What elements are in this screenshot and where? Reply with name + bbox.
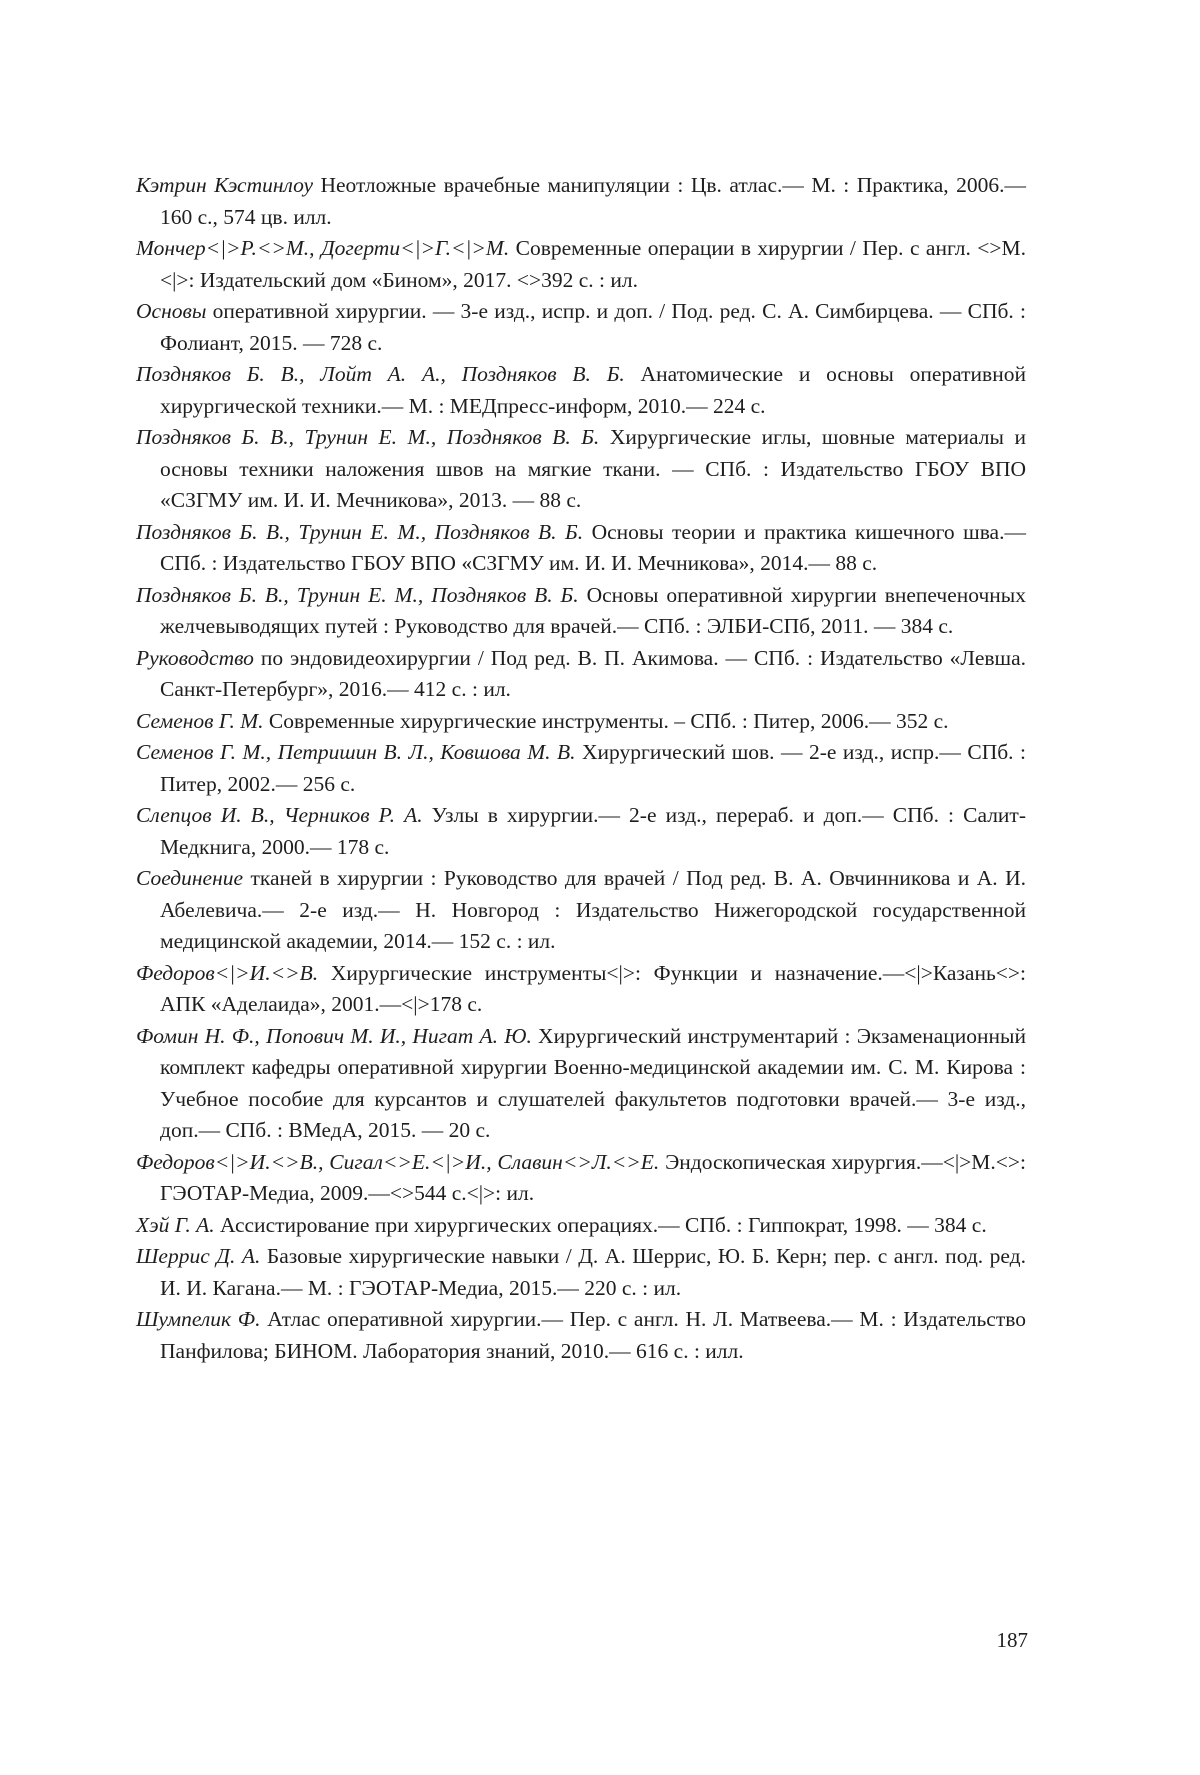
entry-text: Основы оперативной хирургии внепеченочных желчевыводящих путей : Руководство для врачей.— СПб. : ЭЛБИ-СПб, 2011. — 384 с. — [160, 582, 1026, 638]
entry-text: тканей в хирургии : Руководство для врачей / Под ред. В. А. Овчинникова и А. И. Абелевича.— 2-е изд.— Н. Новгород : Издательство Нижегородской государственной медицинской академии, 2014.— 152 с. : ил. — [160, 866, 1026, 953]
bibliography-entry — [136, 737, 1026, 800]
bibliography-entry — [136, 359, 1026, 422]
bibliography-entry — [136, 296, 1026, 359]
entry-author: Мончер<|>Р.<>М., Догерти<|>Г.<|>М. — [136, 236, 510, 260]
entry-author: Поздняков Б. В., Трунин Е. М., Поздняков В. Б. — [136, 425, 600, 449]
entry-text: Узлы в хирургии.— 2-е изд., перераб. и доп.— СПб. : Салит-Медкнига, 2000.— 178 с. — [160, 803, 1026, 859]
entry-text: Базовые хирургические навыки / Д. А. Шеррис, Ю. Б. Керн; пер. с англ. под. ред. И. И. Кагана.— М. : ГЭОТАР-Медиа, 2015.— 220 с. : ил. — [160, 1244, 1026, 1300]
entry-text: Современные операции в хирургии / Пер. с англ. <>М.<|>: Издательский дом «Бином», 2017. <>392 с. : ил. — [160, 236, 1026, 292]
bibliography-entry — [136, 1304, 1026, 1367]
entry-author: Поздняков Б. В., Лойт А. А., Поздняков В. Б. — [136, 362, 625, 386]
entry-author: Хэй Г. А. — [136, 1212, 215, 1237]
entry-text: Эндоскопическая хирургия.—<|>М.<>: ГЭОТАР-Медиа, 2009.—<>544 с.<|>: ил. — [160, 1149, 1026, 1205]
entry-text: оперативной хирургии. — 3-е изд., испр. и доп. / Под. ред. С. А. Симбирцева. — СПб. : Фолиант, 2015. — 728 с. — [160, 299, 1026, 355]
bibliography-entry — [136, 170, 1026, 233]
entry-text: Хирургические инструменты<|>: Функции и назначение.—<|>Казань<>: АПК «Аделаида», 2001.—<|>178 с. — [160, 960, 1026, 1016]
entry-text: Атлас оперативной хирургии.— Пер. с англ. Н. Л. Матвеева.— М. : Издательство Панфилова; БИНОМ. Лаборатория знаний, 2010.— 616 с. : илл. — [160, 1307, 1027, 1363]
entry-author: Шеррис Д. А. — [136, 1244, 261, 1268]
entry-text: Ассистирование при хирургических операциях.— СПб. : Гиппократ, 1998. — 384 с. — [214, 1212, 987, 1237]
entry-text: Хирургический инструментарий : Экзаменационный комплект кафедры оперативной хирургии Военно-медицинской академии им. С. М. Кирова : Учебное пособие для курсантов и слушателей факультетов подготовки врачей.— 3-е изд., доп.— СПб. : ВМедА, 2015. — 20 с. — [160, 1023, 1027, 1142]
entry-author: Федоров<|>И.<>В., Сигал<>Е.<|>И., Славин<>Л.<>Е. — [136, 1149, 660, 1174]
entry-author: Руководство — [136, 645, 254, 670]
bibliography-entry — [136, 1021, 1026, 1147]
entry-author: Основы — [136, 299, 207, 323]
bibliography-entry — [136, 958, 1026, 1021]
entry-text: Анатомические и основы оперативной хирургической техники.— М. : МЕДпресс-информ, 2010.— 224 с. — [160, 362, 1026, 418]
bibliography-entry — [136, 1241, 1026, 1304]
bibliography-entry — [136, 706, 1026, 738]
entry-author: Соединение — [136, 866, 244, 890]
bibliography-entry — [136, 800, 1026, 863]
entry-text: Неотложные врачебные манипуляции : Цв. атлас.— М. : Практика, 2006.— 160 с., 574 цв. илл. — [160, 173, 1026, 229]
bibliography-entry — [136, 580, 1026, 643]
entry-author: Федоров<|>И.<>В. — [136, 960, 319, 985]
entry-author: Фомин Н. Ф., Попович М. И., Нигат А. Ю. — [136, 1023, 532, 1048]
bibliography-entry — [136, 1147, 1026, 1210]
entry-text: по эндовидеохирургии / Под ред. В. П. Акимова. — СПб. : Издательство «Левша. Санкт-Петербург», 2016.— 412 с. : ил. — [160, 645, 1026, 701]
entry-text: Хирургические иглы, шовные материалы и основы техники наложения швов на мягкие ткани. — СПб. : Издательство ГБОУ ВПО «СЗГМУ им. И. И. Мечникова», 2013. — 88 с. — [160, 425, 1026, 512]
entry-author: Шумпелик Ф. — [136, 1307, 261, 1331]
bibliography-entry — [136, 643, 1026, 706]
entry-text: Основы теории и практика кишечного шва.— СПб. : Издательство ГБОУ ВПО «СЗГМУ им. И. И. Мечникова», 2014.— 88 с. — [160, 519, 1026, 575]
entry-author: Поздняков Б. В., Трунин Е. М., Поздняков В. Б. — [136, 519, 584, 544]
entry-author: Кэтрин Кэстинлоу — [136, 173, 314, 197]
entry-text: Современные хирургические инструменты. – СПб. : Питер, 2006.— 352 с. — [263, 708, 949, 733]
entry-author: Поздняков Б. В., Трунин Е. М., Поздняков В. Б. — [136, 582, 579, 607]
entry-text: Хирургический шов. — 2-е изд., испр.— СПб. : Питер, 2002.— 256 с. — [160, 740, 1026, 796]
bibliography-entry — [136, 422, 1026, 517]
bibliography-entry — [136, 863, 1026, 958]
entry-author: Семенов Г. М. — [136, 708, 264, 733]
entry-author: Семенов Г. М., Петришин В. Л., Ковшова М. В. — [136, 740, 576, 764]
page-number: 187 — [996, 1628, 1028, 1652]
bibliography-list — [136, 170, 1026, 1367]
bibliography-entry — [136, 1210, 1026, 1242]
bibliography-entry — [136, 233, 1026, 296]
entry-author: Слепцов И. В., Черников Р. А. — [136, 803, 423, 827]
bibliography-entry — [136, 517, 1026, 580]
